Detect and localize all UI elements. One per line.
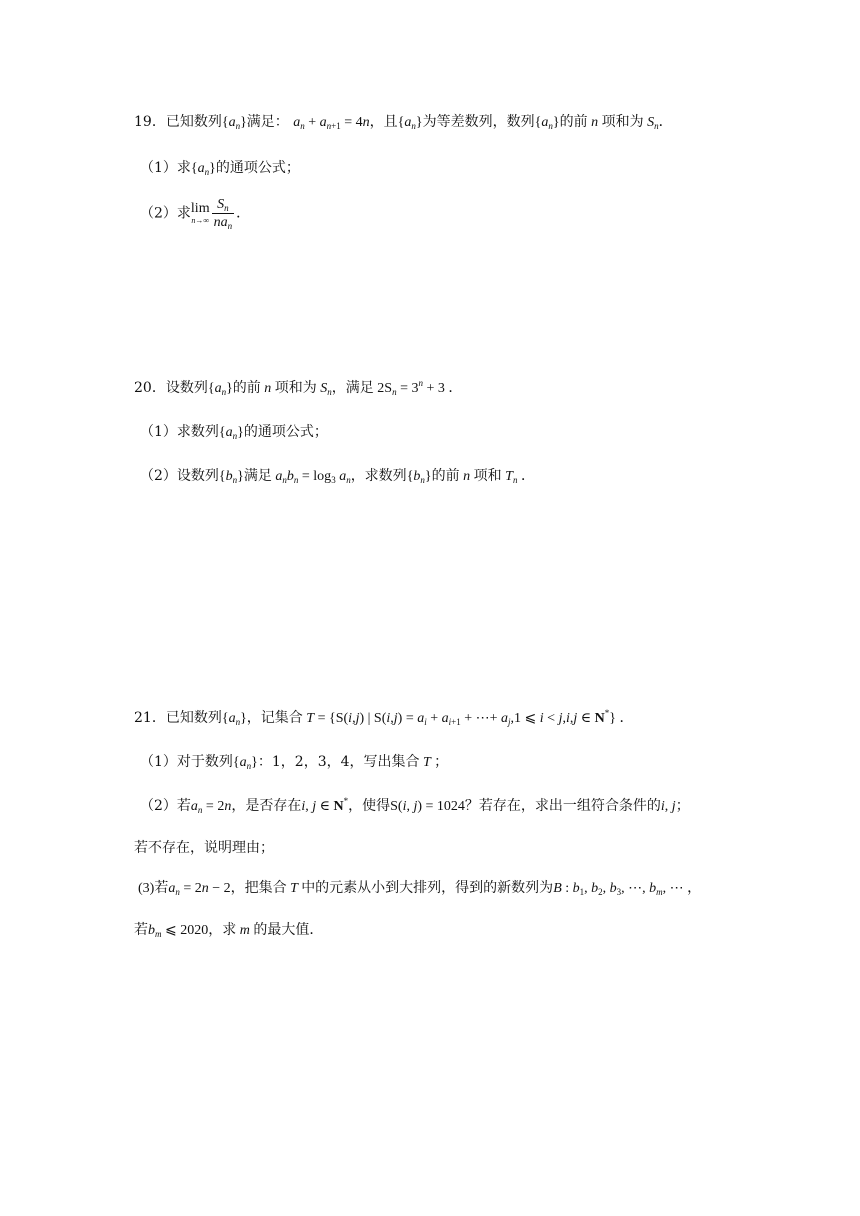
q21-part2: （2）若$a_n = 2n$，是否存在i, j ∈ N*，使得S(i, j) = 1024？若存在，求出一组符合条件的i, j；	[140, 796, 690, 815]
q19-stem: 19．已知数列$\{a_n\}$满足： $a_n + a_{n+1} = 4n$，且$\{a_n\}$为等差数列，数列$\{a_n\}$的前 n 项和为 $S_n$．	[134, 114, 673, 131]
q21-part2-line2: 若不存在，说明理由；	[134, 840, 274, 856]
q20-stem: 20．设数列$\{a_n\}$的前 n 项和为 $S_n$，满足 $2S_n = 3^n + 3$ ．	[134, 378, 463, 397]
limit-expression: lim n→∞	[190, 200, 210, 225]
q21-part1: （1）对于数列$\{a_n\}$：1，2，3，4，写出集合 T ；	[140, 754, 449, 771]
fraction: $\frac{S_n}{na_n}$	[213, 197, 233, 231]
question-number: 19．	[134, 114, 166, 130]
question-number: 20．	[134, 380, 166, 396]
q19-part1: （1）求$\{a_n\}$的通项公式；	[140, 160, 300, 177]
q19-part2: （2）求 lim n→∞ $\frac{S_n}{na_n}$ ．	[140, 197, 251, 231]
q21-stem: 21．已知数列$\{a_n\}$，记集合 T = {S(i,j) | $S(i,j) = a_i + a_{i+1}$ + ⋯+ $a_j,1$ ⩽ i < j,i,j ∈ N*} ．	[134, 708, 634, 727]
q20-part2: （2）设数列$\{b_n\}$满足 $a_nb_n = \log_3 a_n$，求数列$\{b_n\}$的前 n 项和 $T_n$ ．	[140, 468, 535, 485]
q21-part3: (3)若$a_n = 2n - 2$，把集合 T 中的元素从小到大排列，得到的新数列为B : $b_1$, $b_2$, $b_3$, ⋯, $b_m$, ⋯ ，	[138, 880, 702, 897]
question-number: 21．	[134, 710, 166, 726]
q20-part1: （1）求数列$\{a_n\}$的通项公式；	[140, 424, 328, 441]
q21-part3-line2: 若$b_m$ ⩽ 2020，求 m 的最大值．	[134, 922, 324, 939]
